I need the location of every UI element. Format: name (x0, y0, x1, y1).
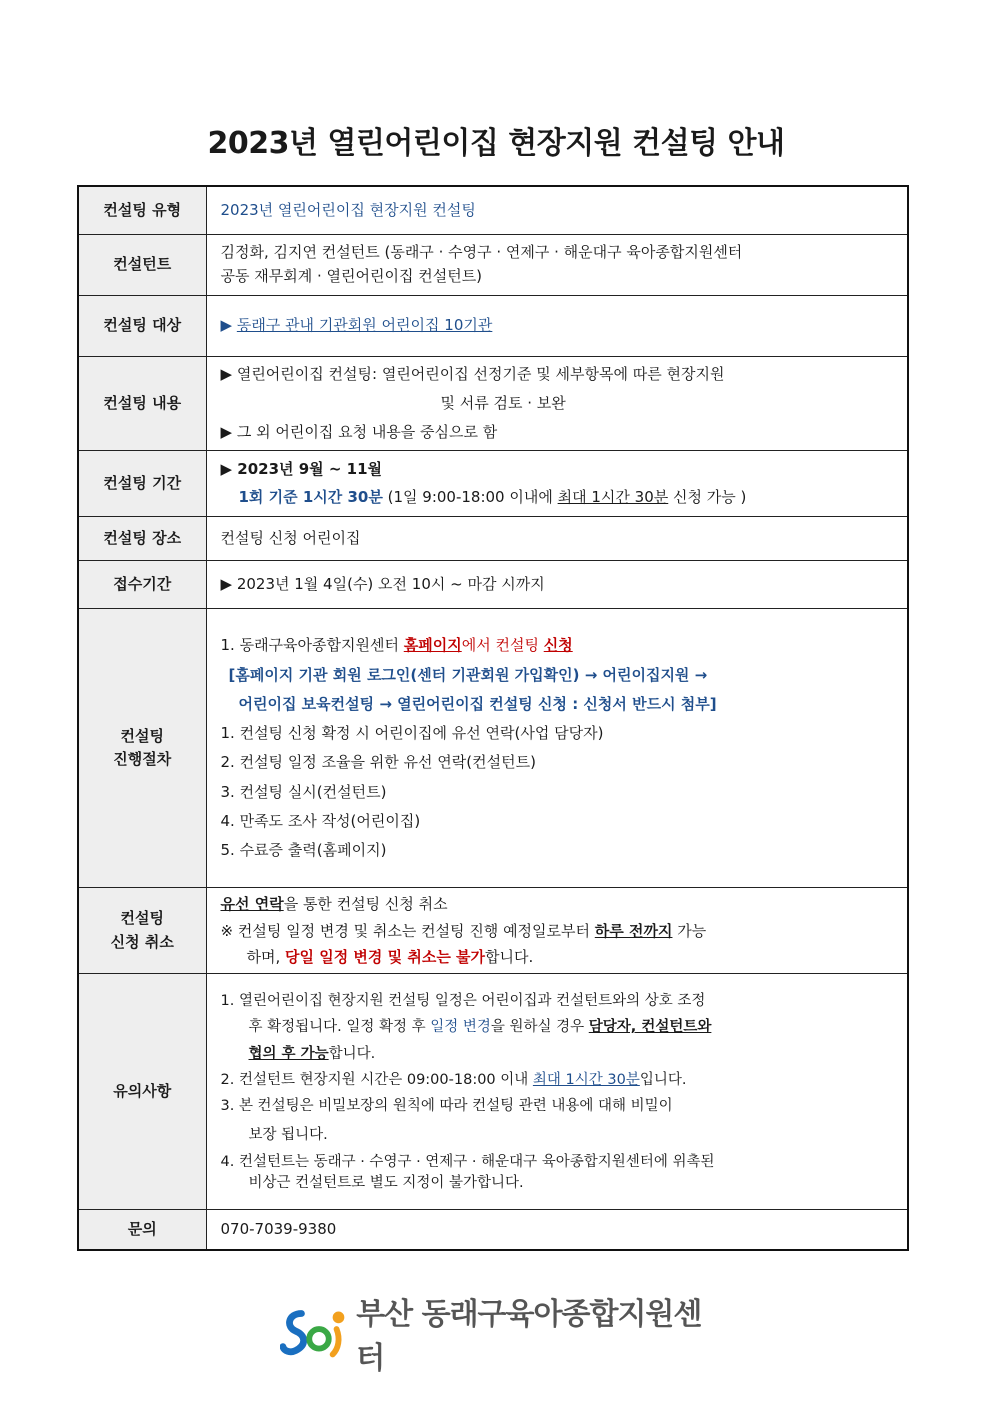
cancel-line (221, 891, 902, 917)
procedure-text: 1. 동래구육아종합지원센터 (220, 636, 404, 655)
bullet-icon: ▶ (220, 575, 233, 594)
note-contact: 협의 후 가능 (248, 1045, 329, 1062)
period-line (221, 456, 902, 484)
row-consultant (78, 234, 908, 295)
row-contact (78, 1210, 908, 1250)
content-text: 열린어린이집 컨설팅: 열린어린이집 선정기준 및 세부항목에 따른 현장지원 (236, 364, 725, 383)
row-label: 유의사항 (78, 974, 206, 1210)
cancel-value (206, 888, 908, 974)
contact-value: 070-7039-9380 (206, 1210, 908, 1250)
homepage-link-text: 홈페이지 (403, 636, 462, 655)
note-contact: 담당자, 컨설턴트와 (588, 1019, 712, 1036)
cancel-line (221, 918, 902, 944)
reception-value (206, 561, 908, 609)
row-period (78, 451, 908, 517)
note-line (221, 1067, 902, 1093)
content-line (221, 418, 902, 447)
notes-value (206, 974, 908, 1210)
note-line (221, 1014, 902, 1040)
content-line: 및 서류 검토 · 보완 (440, 393, 566, 412)
procedure-step: 3. 컨설팅 실시(컨설턴트) (220, 782, 387, 801)
procedure-value (206, 609, 908, 888)
row-label-line: 진행절차 (113, 750, 172, 769)
row-label: 접수기간 (78, 561, 206, 609)
bullet-icon: ▶ (220, 423, 233, 441)
row-label (78, 609, 206, 888)
note-line (221, 1041, 902, 1067)
reception-text: 2023년 1월 4일(수) 오전 10시 ~ 마감 시까지 (236, 575, 545, 594)
cancel-text: 을 통한 컨설팅 신청 취소 (283, 895, 448, 914)
bullet-icon: ▶ (220, 315, 233, 334)
note-line: 비상근 컨설턴트로 별도 지정이 불가합니다. (248, 1175, 524, 1192)
note-line: 4. 컨설턴트는 동래구 · 수영구 · 연제구 · 해운대구 육아종합지원센터에 위촉된 (220, 1153, 715, 1170)
center-logo-text: 부산 동래구육아종합지원센터 (356, 1297, 702, 1376)
row-type (78, 186, 908, 234)
row-label-line: 컨설팅 (120, 909, 164, 928)
procedure-path: 어린이집 보육컨설팅 → 열린어린이집 컨설팅 신청 : 신청서 반드시 첨부] (238, 694, 717, 713)
row-notes (78, 974, 908, 1210)
cancel-line (221, 944, 902, 970)
row-label: 컨설팅 대상 (78, 295, 206, 356)
note-text: 2. 컨설턴트 현장지원 시간은 09:00-18:00 이내 (220, 1071, 533, 1088)
row-cancel (78, 888, 908, 974)
note-line: 3. 본 컨설팅은 비밀보장의 원칙에 따라 컨설팅 관련 내용에 대해 비밀이 (220, 1098, 673, 1115)
cancel-deadline: 하루 전까지 (594, 921, 673, 940)
cancel-text: 합니다. (485, 947, 534, 966)
consultant-line: 공동 재무회계 · 열린어린이집 컨설턴트) (220, 266, 483, 285)
row-procedure (78, 609, 908, 888)
cancel-text: 하며, (246, 947, 286, 966)
note-line: 보장 됩니다. (248, 1126, 328, 1143)
note-schedule-change: 일정 변경 (430, 1019, 491, 1036)
procedure-step (221, 631, 902, 660)
cancel-warning: 당일 일정 변경 및 취소는 불가 (285, 947, 486, 966)
note-text: 을 원하실 경우 (490, 1019, 589, 1036)
row-label-line: 신청 취소 (110, 932, 174, 951)
row-label: 컨설팅 기간 (78, 451, 206, 517)
period-text: (1일 9:00-18:00 이내에 (382, 487, 558, 506)
note-mark-icon: ※ (220, 921, 234, 940)
note-text: 입니다. (639, 1071, 687, 1088)
content-line (221, 360, 902, 389)
row-label: 컨설턴트 (78, 234, 206, 295)
procedure-step: 2. 컨설팅 일정 조율을 위한 유선 연락(컨설턴트) (220, 753, 536, 772)
row-place (78, 517, 908, 561)
procedure-step: 4. 만족도 조사 작성(어린이집) (220, 811, 421, 830)
row-label-line: 컨설팅 (120, 727, 164, 745)
bullet-icon: ▶ (220, 364, 233, 383)
period-text: 2023년 9월 ~ 11월 (237, 460, 383, 478)
note-line: 1. 열린어린이집 현장지원 컨설팅 일정은 어린이집과 컨설턴트와의 상호 조정 (220, 992, 706, 1009)
content-value (206, 356, 908, 451)
cancel-text: 컨설팅 일정 변경 및 취소는 컨설팅 진행 예정일로부터 (233, 921, 595, 940)
row-label: 컨설팅 장소 (78, 517, 206, 561)
row-label: 컨설팅 내용 (78, 356, 206, 451)
consultant-line: 김정화, 김지연 컨설턴트 (동래구 · 수영구 · 연제구 · 해운대구 육아종합지원센터 (220, 243, 743, 262)
procedure-text: 에서 컨설팅 (461, 636, 544, 655)
procedure-path: [홈페이지 기관 회원 로그인(센터 기관회원 가입확인) → 어린이집지원 → (228, 665, 708, 684)
consultant-value (206, 234, 908, 295)
note-max-time: 최대 1시간 30분 (532, 1071, 640, 1088)
period-value (206, 451, 908, 517)
type-value: 2023년 열린어린이집 현장지원 컨설팅 (206, 186, 908, 234)
row-target (78, 295, 908, 356)
row-label (78, 888, 206, 974)
bullet-icon: ▶ (220, 460, 233, 478)
note-text: 합니다. (328, 1045, 376, 1062)
cancel-text: 가능 (672, 921, 707, 940)
row-label: 문의 (78, 1210, 206, 1250)
period-duration: 1회 기준 1시간 30분 (238, 487, 383, 506)
info-table (77, 185, 909, 1251)
period-max: 최대 1시간 30분 (557, 487, 669, 506)
row-reception (78, 561, 908, 609)
apply-text: 신청 (543, 636, 573, 655)
period-line (221, 484, 902, 512)
center-logo-icon (280, 1305, 350, 1361)
cancel-phone-text: 유선 연락 (220, 895, 284, 914)
content-text: 그 외 어린이집 요청 내용을 중심으로 함 (236, 423, 498, 441)
target-value (206, 295, 908, 356)
target-text: 동래구 관내 기관회원 어린이집 10기관 (236, 315, 493, 334)
note-text: 후 확정됩니다. 일정 확정 후 (248, 1019, 431, 1036)
row-label: 컨설팅 유형 (78, 186, 206, 234)
procedure-step: 5. 수료증 출력(홈페이지) (220, 841, 387, 859)
procedure-step: 1. 컨설팅 신청 확정 시 어린이집에 유선 연락(사업 담당자) (220, 724, 604, 742)
center-logo (280, 1297, 720, 1376)
row-content (78, 356, 908, 451)
place-value: 컨설팅 신청 어린이집 (206, 517, 908, 561)
period-text: 신청 가능 ) (668, 487, 747, 506)
page-title: 2023년 열린어린이집 현장지원 컨설팅 안내 (207, 126, 785, 161)
